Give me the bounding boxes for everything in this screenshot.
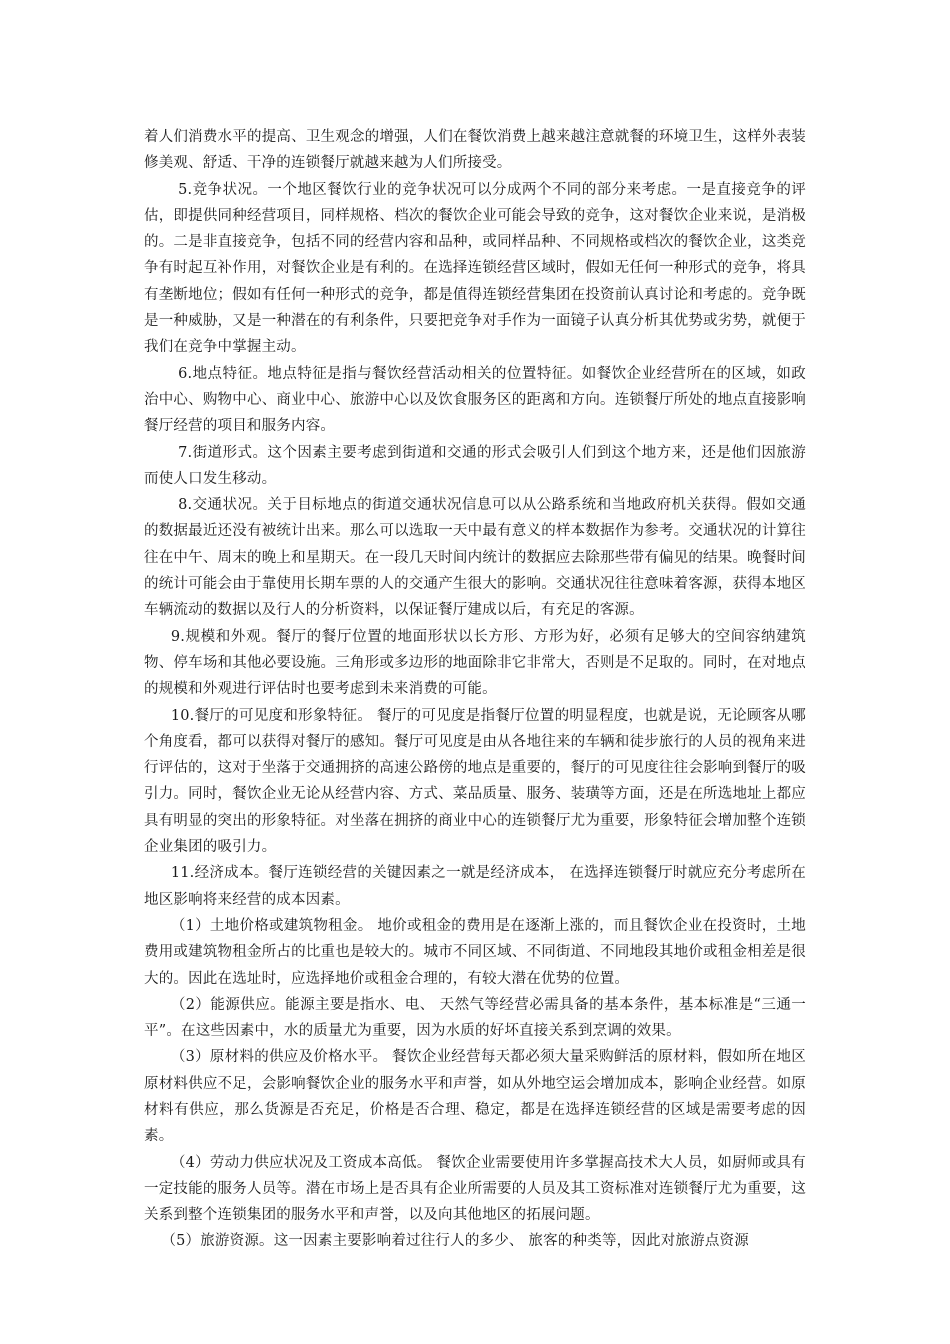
paragraph-street-form: 7.街道形式。这个因素主要考虑到街道和交通的形式会吸引人们到这个地方来，还是他们因旅游而使人口发生移动。	[144, 444, 806, 487]
paragraph-continuation: 着人们消费水平的提高、卫生观念的增强，人们在餐饮消费上越来越注意就餐的环境卫生，这样外表装修美观、舒适、干净的连锁餐厅就越来越为人们所接受。	[144, 129, 806, 172]
paragraph-visibility: 10.餐厅的可见度和形象特征。 餐厅的可见度是指餐厅位置的明显程度，也就是说，无论顾客从哪个角度看，都可以获得对餐厅的感知。餐厅可见度是由从各地往来的车辆和徒步旅行的人员的视角来进行评估的，这对于坐落于交通拥挤的高速公路傍的地点是重要的，餐厅的可见度往往会影响到餐厅的吸引力。同时，餐饮企业无论从经营内容、方式、菜品质量、服务、装璜等方面，还是在所选地址上都应具有明显的突出的形象特征。对坐落在拥挤的商业中心的连锁餐厅尤为重要，形象特征会增加整个连锁企业集团的吸引力。	[144, 707, 806, 856]
paragraph-energy: （2）能源供应。能源主要是指水、电、 天然气等经营必需具备的基本条件，基本标准是“三通一平”。在这些因素中，水的质量尤为重要，因为水质的好坏直接关系到烹调的效果。	[144, 996, 806, 1040]
document-body	[144, 124, 806, 1255]
paragraph-raw-materials: （3）原材料的供应及价格水平。 餐饮企业经营每天都必须大量采购鲜活的原材料，假如所在地区原材料供应不足，会影响餐饮企业的服务水平和声誉，如从外地空运会增加成本，影响企业经营。如原材料有供应，那么货源是否充足，价格是否合理、稳定，都是在选择连锁经营的区域是需要考虑的因素。	[144, 1049, 806, 1145]
paragraph-land-price: （1）土地价格或建筑物租金。 地价或租金的费用是在逐渐上涨的，而且餐饮企业在投资时，土地费用或建筑物租金所占的比重也是较大的。城市不同区域、不同街道、不同地段其地价或租金相差是很大的。因此在选址时，应选择地价或租金合理的，有较大潜在优势的位置。	[144, 917, 806, 987]
paragraph-traffic: 8.交通状况。关于目标地点的街道交通状况信息可以从公路系统和当地政府机关获得。假如交通的数据最近还没有被统计出来。那么可以选取一天中最有意义的样本数据作为参考。交通状况的计算往往在中午、周末的晚上和星期天。在一段几天时间内统计的数据应去除那些带有偏见的结果。晚餐时间的统计可能会由于靠使用长期车票的人的交通产生很大的影响。交通状况往往意味着客源，获得本地区车辆流动的数据以及行人的分析资料，以保证餐厅建成以后，有充足的客源。	[144, 497, 806, 619]
paragraph-labor: （4）劳动力供应状况及工资成本高低。 餐饮企业需要使用许多掌握高技术大人员，如厨师或具有一定技能的服务人员等。潜在市场上是否具有企业所需要的人员及其工资标准对连锁餐厅尤为重要，这关系到整个连锁集团的服务水平和声誉，以及向其他地区的拓展问题。	[144, 1154, 806, 1224]
paragraph-location-features: 6.地点特征。地点特征是指与餐饮经营活动相关的位置特征。如餐饮企业经营所在的区域，如政治中心、购物中心、商业中心、旅游中心以及饮食服务区的距离和方向。连锁餐厅所处的地点直接影响餐厅经营的项目和服务内容。	[144, 365, 806, 435]
paragraph-competition: 5.竞争状况。一个地区餐饮行业的竞争状况可以分成两个不同的部分来考虑。一是直接竞争的评估，即提供同种经营项目，同样规格、档次的餐饮企业可能会导致的竞争，这对餐饮企业来说，是消极的。二是非直接竞争，包括不同的经营内容和品种，或同样品种、不同规格或档次的餐饮企业，这类竞争有时起互补作用，对餐饮企业是有利的。在选择连锁经营区域时，假如无任何一种形式的竞争，将具有垄断地位；假如有任何一种形式的竞争，都是值得连锁经营集团在投资前认真讨论和考虑的。竞争既是一种威胁，又是一种潜在的有利条件，只要把竞争对手作为一面镜子认真分析其优势或劣势，就便于我们在竞争中掌握主动。	[144, 181, 806, 356]
paragraph-scale-appearance: 9.规模和外观。餐厅的餐厅位置的地面形状以长方形、方形为好，必须有足够大的空间容纳建筑物、停车场和其他必要设施。三角形或多边形的地面除非它非常大，否则是不足取的。同时，在对地点的规模和外观进行评估时也要考虑到未来消费的可能。	[144, 628, 806, 698]
paragraph-tourism: （5）旅游资源。这一因素主要影响着过往行人的多少、 旅客的种类等，因此对旅游点资源	[161, 1233, 749, 1250]
paragraph-economic-cost: 11.经济成本。餐厅连锁经营的关键因素之一就是经济成本， 在选择连锁餐厅时就应充分考虑所在地区影响将来经营的成本因素。	[144, 865, 806, 908]
